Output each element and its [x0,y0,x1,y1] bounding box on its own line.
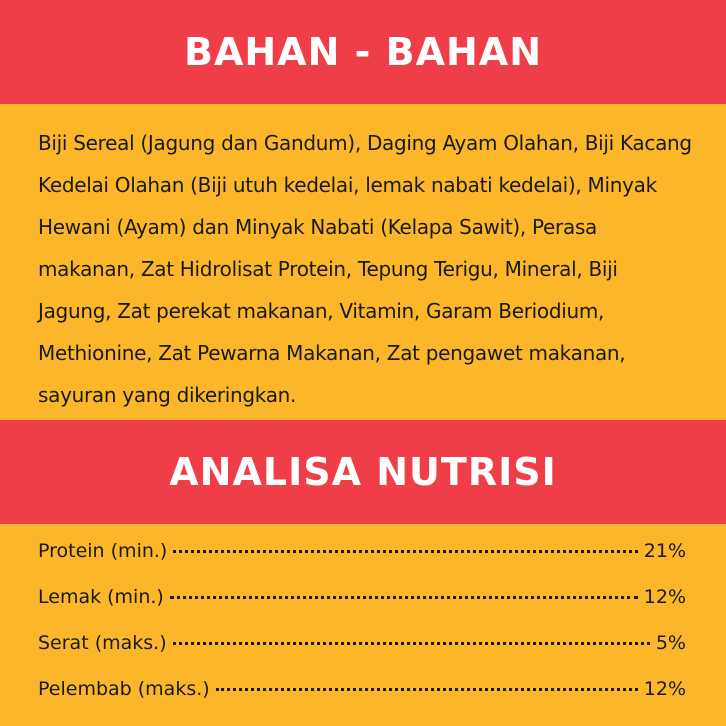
dot-leader [173,550,637,553]
nutrient-value: 12% [643,678,686,700]
ingredients-header [0,0,726,104]
nutrition-table [0,524,726,726]
nutrient-label: Pelembab (maks.) [38,678,210,700]
nutrition-row-fat [38,586,686,632]
nutrition-row-moisture [38,678,686,724]
dot-leader [170,596,638,599]
nutrition-header [0,420,726,524]
ingredients-title: BAHAN - BAHAN [183,30,542,74]
nutrient-value: 21% [643,540,686,562]
ingredients-text: Biji Sereal (Jagung dan Gandum), Daging Ayam Olahan, Biji Kacang Kedelai Olahan (Biji utuh kedelai, lemak nabati kedelai), Minyak Hewani (Ayam) dan Minyak Nabati (Kelapa Sawit), Perasa makanan, Zat Hidrolisat Protein, Tepung Terigu, Mineral, Biji Jagung, Zat perekat makanan, Vitamin, Garam Beriodium, Methionine, Zat Pewarna Makanan, Zat pengawet makanan, sayuran yang dikeringkan. [38,131,692,407]
dot-leader [173,642,650,645]
dot-leader [216,688,638,691]
nutrient-label: Protein (min.) [38,540,168,562]
nutrient-value: 12% [643,586,686,608]
ingredients-section [0,104,726,420]
nutrition-row-protein [38,540,686,586]
nutrition-title: ANALISA NUTRISI [169,450,557,494]
nutrient-label: Lemak (min.) [38,586,164,608]
nutrient-value: 5% [655,632,686,654]
nutrition-row-fiber [38,632,686,678]
nutrient-label: Serat (maks.) [38,632,167,654]
